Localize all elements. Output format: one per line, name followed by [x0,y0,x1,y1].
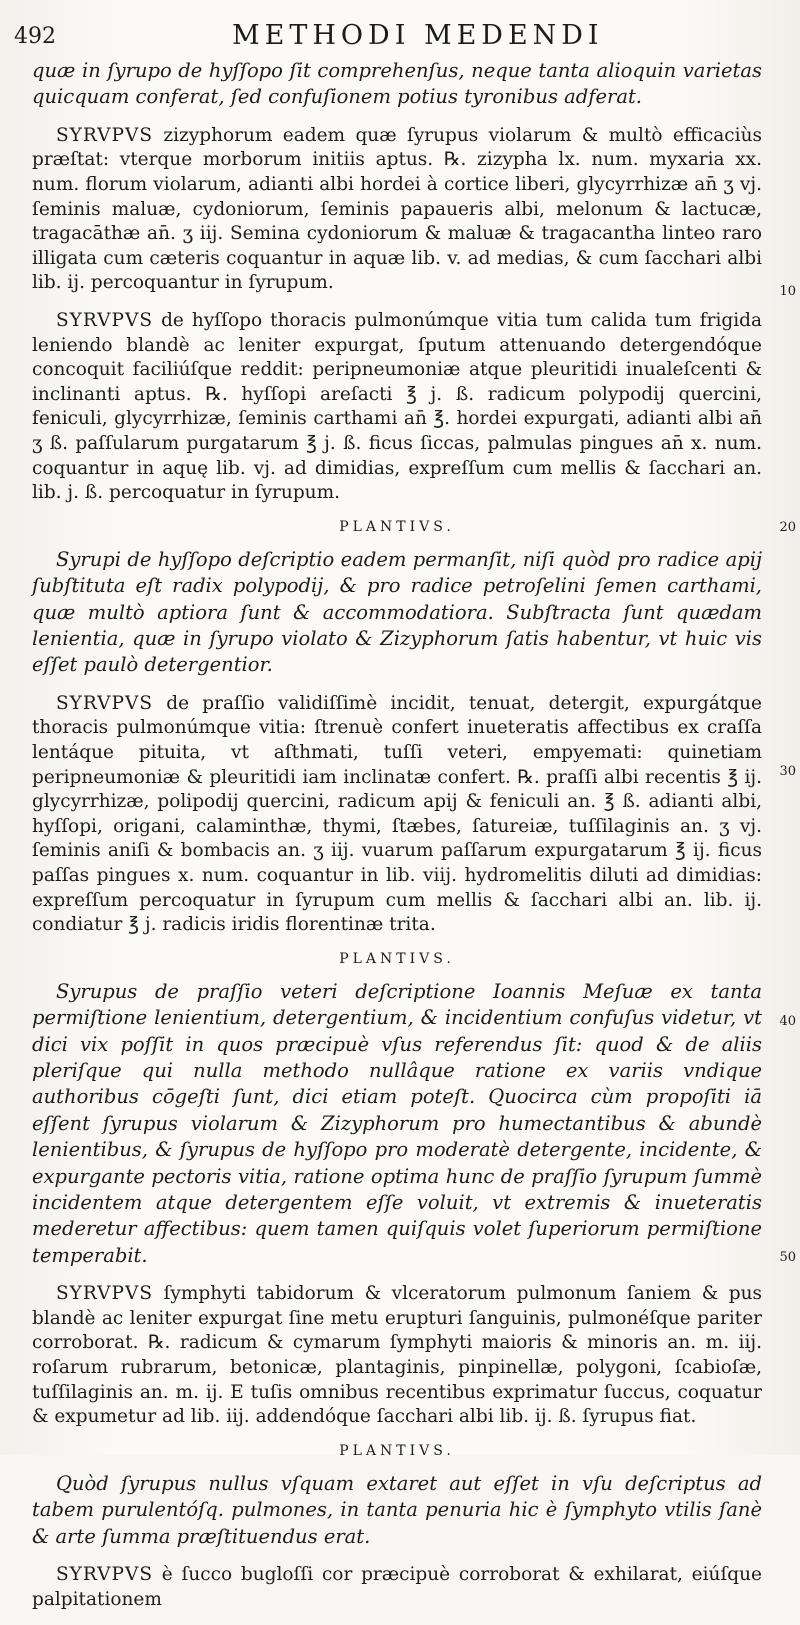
section-heading: PLANTIVS. [339,1442,455,1459]
paragraph-2: SYRVPVS zizyphorum eadem quæ ſyrupus violarum & multò efficaciùs præſtat: vterque morborum initiis aptus. ℞. zizypha lx. num. myxaria xx. num. florum violarum, adianti albi hordei à cortice liberi, glycyrrhizæ an̄ ʒ vj. ſeminis maluæ, cydoniorum, ſeminis papaueris albi, melonum & lactucæ, tragacāthæ an̄. ʒ iij. Semina cydoniorum & maluæ & tragacantha linteo raro illigata cum cæteris coquantur in aquæ lib. v. ad medias, & cum ſacchari albi lib. ij. percoquantur in ſyrupum. [32,124,762,294]
line-number-10: 10 [779,284,796,299]
paragraph-1: quæ in ſyrupo de hyſſopo ſit comprehenſus, neque tanta alioquin varietas quicquam conferat, ſed confuſionem potius tyronibus adferat. [32,59,762,109]
section-heading: PLANTIVS. [339,950,455,967]
paragraph-5: SYRVPVS de praſſio validiſſimè incidit, tenuat, detergit, expurgátque thoracis pulmonúmque vitia: ſtrenuè confert inueteratis affectibus ex craſſa lentáque pituita, vt aſthmati, tuſſi veteri, empyemati: quinetiam peripneumoniæ & pleuritidi iam inclinatæ confert. ℞. praſſi albi recentis ℥ ij. glycyrrhizæ, polipodij quercini, radicum apij & feniculi an. ℥ ß. adianti albi, hyſſopi, origani, calaminthæ, thymi, ſtæbes, ſatureiæ, tuſſilaginis an. ʒ vj. ſeminis aniſi & bombacis an. ʒ iij. vuarum paſſarum expurgatarum ℥ ij. ficus paſſas pingues x. num. coquantur in lib. viij. hydromelitis diluti ad dimidias: expreſſum percoquatur in ſyrupum cum mellis & ſacchari albi an. lib. ij. condiatur ℥ j. radicis iridis florentinæ trita. [32,692,762,936]
line-number-40: 40 [779,1014,796,1029]
running-head: METHODI MEDENDI [232,20,604,51]
paragraph-6: Syrupus de praſſio veteri deſcriptione Ioannis Meſuæ ex tanta permiſtione lenientium, detergentium, & incidentium confuſus videtur, vt dici vix poſſit in quos præcipuè vſus referendus ſit: quod & de aliis pleriſque qui nulla methodo nullâque ratione ex variis vndique authoribus cōgeſti ſunt, dici etiam poteſt. Quocirca cùm propoſiti iā eſſent ſyrupus violarum & Zizyphorum pro humectantibus & abundè lenientibus, & ſyrupus de hyſſopo pro moderatè detergente, incidente, & expurgante pectoris vitia, ratione optima hunc de praſſio ſyrupum ſummè incidentem atque detergentem eſſe voluit, vt extremis & inueteratis mederetur affectibus: quem tamen quiſquis volet ſuperiorum permiſtione temperabit. [32,979,762,1267]
lead-word: SYRVPVS [56,124,153,146]
page-body [32,58,762,1625]
lead-word: SYRVPVS [56,692,153,714]
lead-word: SYRVPVS [56,309,153,331]
line-number-20: 20 [779,520,796,535]
paragraph-7: SYRVPVS ſymphyti tabidorum & vlceratorum pulmonum ſaniem & pus blandè ac leniter expurgat ſine metu erupturi ſanguinis, pulmonéſque pariter corroborat. ℞. radicum & cymarum ſymphyti maioris & minoris an. m. iij. roſarum rubrarum, betonicæ, plantaginis, pinpinellæ, polygoni, ſcabioſæ, tuſſilaginis an. m. ij. E tuſis omnibus recentibus exprimatur ſuccus, coquatur & expumetur ad lib. iij. addendóque ſacchari albi lib. ij. ß. ſyrupus fiat. [32,1283,762,1428]
lead-word: SYRVPVS [56,1563,153,1585]
lead-word: SYRVPVS [56,1283,153,1305]
line-number-50: 50 [779,1250,796,1265]
page-number: 492 [14,24,56,49]
paragraph-3: SYRVPVS de hyſſopo thoracis pulmonúmque vitia tum calida tum frigida leniendo blandè ac leniter expurgat, ſputum attenuando detergendóque concoquit faciliúſque reddit: peripneumoniæ atque pleuritidi inualeſcenti & inclinanti aptus. ℞. hyſſopi areſacti ℥ j. ß. radicum polypodij quercini, feniculi, glycyrrhizæ, ſeminis carthami an̄ ℥. hordei expurgati, adianti albi an̄ ʒ ß. paſſularum purgatarum ℥ j. ß. ficus ſiccas, palmulas pingues an̄ x. num. coquantur in aquę lib. vj. ad dimidias, expreſſum cum mellis & ſacchari an. lib. j. ß. percoquatur in ſyrupum. [32,309,762,504]
section-heading: PLANTIVS. [339,518,455,535]
paragraph-4: Syrupi de hyſſopo deſcriptio eadem permanſit, niſi quòd pro radice apij ſubſtituta eſt radix polypodij, & pro radice petroſelini ſemen carthami, quæ multò aptiora ſunt & accommodatiora. Subſtracta ſunt quædam lenientia, quæ in ſyrupo violato & Zizyphorum ſatis habentur, vt huic vis eſſet paulò detergentior. [32,547,762,677]
paragraph-8: Quòd ſyrupus nullus vſquam extaret aut eſſet in vſu deſcriptus ad tabem purulentóſq. pulmones, in tanta penuria hic è ſymphyto vtilis ſanè & arte ſumma præſtituendus erat. [32,1471,762,1548]
paragraph-9: SYRVPVS è ſucco bugloſſi cor præcipuè corroborat & exhilarat, eiúſque palpitationem [32,1563,762,1610]
line-number-30: 30 [779,764,796,779]
